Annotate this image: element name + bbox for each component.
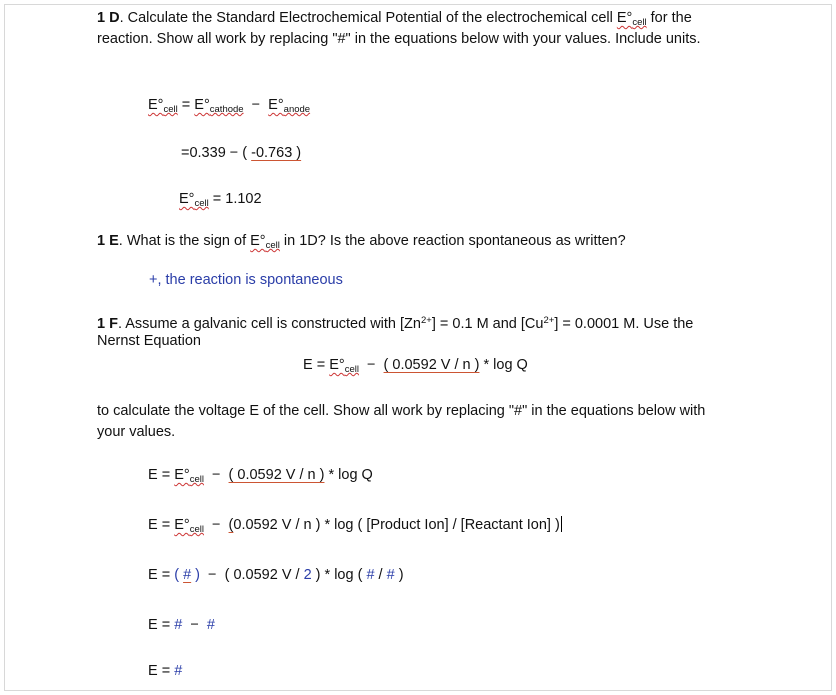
step-2-equation[interactable]: $E = E^\circ_{cell} - (0.0592$ V / n ) * log ( [Product Ion] / [Reactant Ion] ) xyxy=(148,517,560,535)
equation-substituted: =0.339 − ( -0.763 ) xyxy=(181,145,302,161)
question-1e: 1 E. What is the sign of $E^\circ_{cell}$ in 1D? Is the above reaction spontaneous as written? xyxy=(97,233,626,251)
question-1f-line1: 1 F. Assume a galvanic cell is constructed with $[Zn^{2+}] = 0.1$ M and $[Cu^{2+}] = 0.0001$ M. Use the xyxy=(97,315,694,332)
question-1f-line4: your values. xyxy=(97,424,176,440)
e-cell-symbol: $E^\circ_{cell}$ xyxy=(616,10,647,28)
equation-result: $E^\circ_{cell} = 1.102$ xyxy=(179,191,262,209)
step-3-equation: E = ( # ) − ( 0.0592 V / 2 ) * log ( # / # ) xyxy=(148,567,404,583)
question-1d-line2: reaction. Show all work by replacing "#" in the equations below with your values. Include units. xyxy=(97,31,701,47)
nernst-equation: $E = E^\circ_{cell}$ − ( 0.0592 V / n ) * log Q xyxy=(303,357,528,375)
step-1-equation: $E = E^\circ_{cell}$ − ( 0.0592 V / n ) * log Q xyxy=(148,467,373,485)
step-5-equation: E = # xyxy=(148,663,183,679)
step-4-equation: E = # − # xyxy=(148,617,215,633)
question-1f-line3: to calculate the voltage E of the cell. Show all work by replacing "#" in the equations below with xyxy=(97,403,706,419)
question-1d-line1: 1 D. Calculate the Standard Electrochemical Potential of the electrochemical cell $E^\circ_{cell}$ for the xyxy=(97,10,692,28)
answer-1e: +, the reaction is spontaneous xyxy=(149,272,343,288)
equation-ecell-definition: $E^\circ_{cell} = E^\circ_{cathode} - E^\circ_{anode}$ xyxy=(148,97,311,115)
question-number-1d: 1 D xyxy=(97,10,120,26)
question-1f-line2: Nernst Equation xyxy=(97,333,201,349)
text-cursor xyxy=(561,516,562,532)
